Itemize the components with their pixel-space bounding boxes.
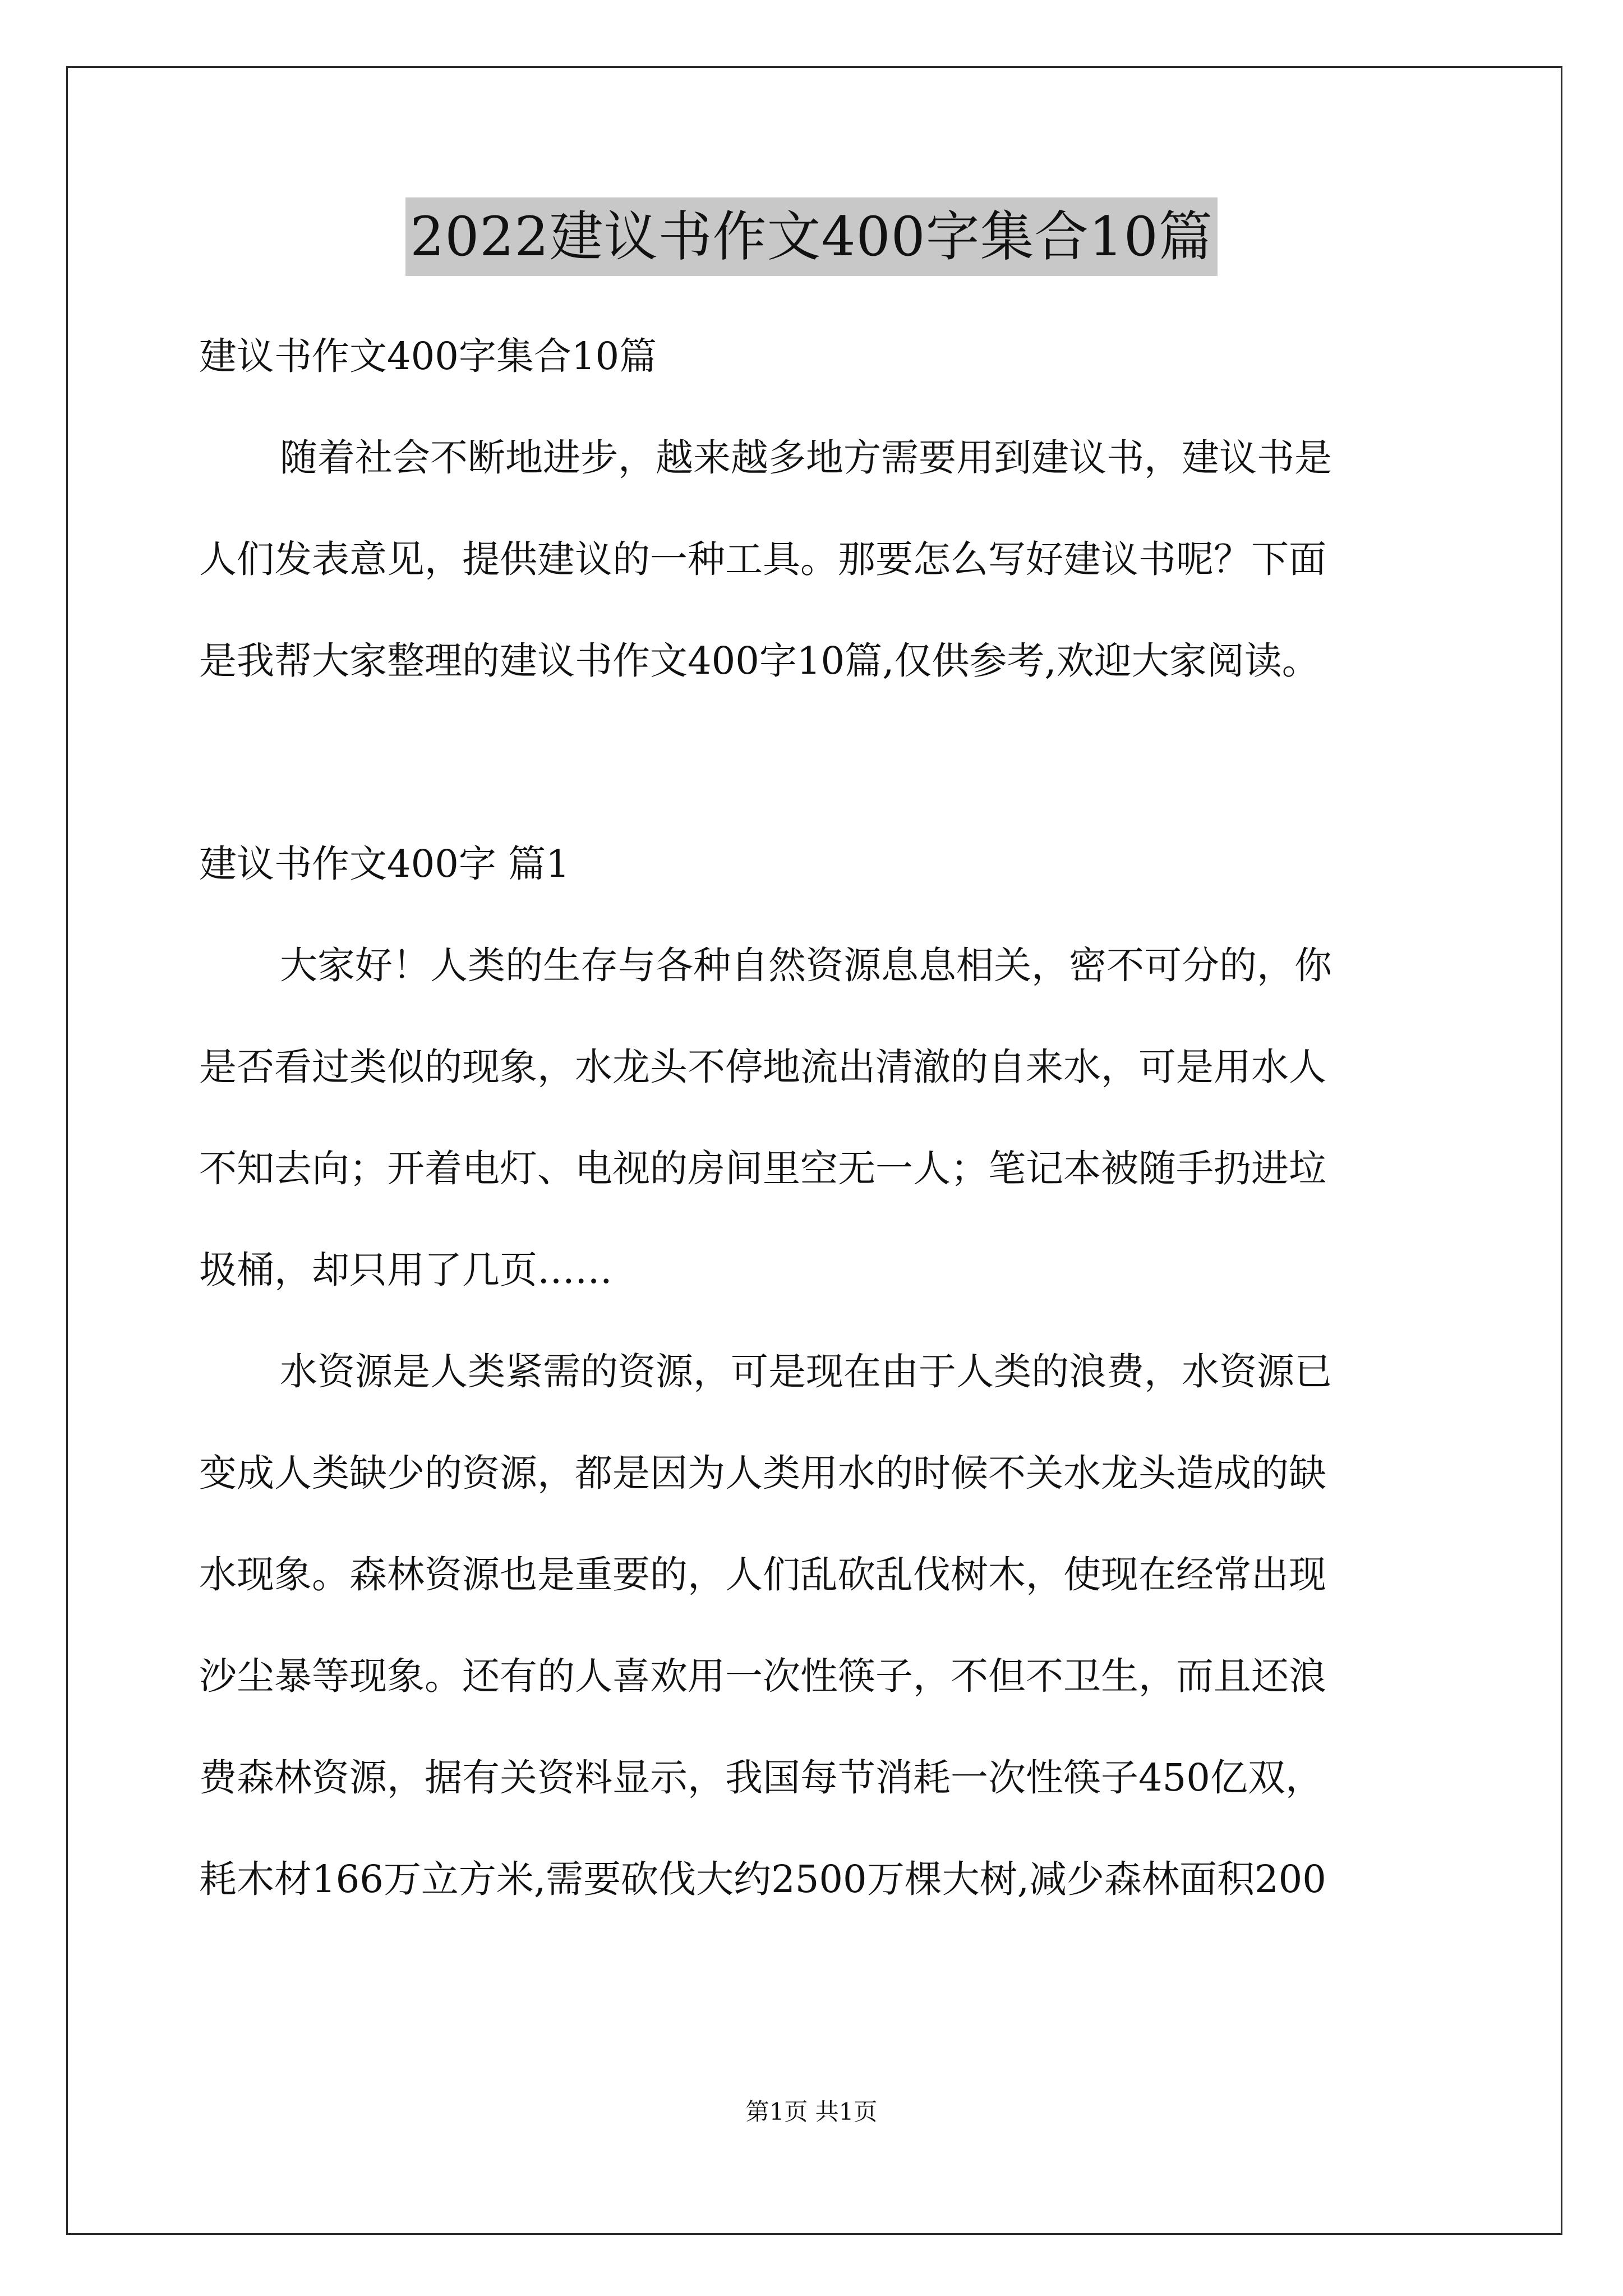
- paragraph1-line: 不知去向；开着电灯、电视的房间里空无一人；笔记本被随手扔进垃: [199, 1147, 1326, 1190]
- intro-line: 随着社会不断地进步，越来越多地方需要用到建议书，建议书是: [280, 436, 1332, 480]
- paragraph2-line: 水资源是人类紧需的资源，可是现在由于人类的浪费，水资源已: [280, 1350, 1332, 1393]
- paragraph1-line: 是否看过类似的现象，水龙头不停地流出清澈的自来水，可是用水人: [199, 1045, 1326, 1089]
- page-footer: 第1页 共1页: [745, 2098, 878, 2125]
- title-container: [0, 197, 1623, 276]
- paragraph1-line: 大家好！人类的生存与各种自然资源息息相关，密不可分的，你: [280, 944, 1332, 987]
- paragraph1-line: 圾桶，却只用了几页……: [199, 1248, 612, 1292]
- subtitle: 建议书作文400字集合10篇: [199, 334, 657, 378]
- document-body: [199, 306, 1433, 1930]
- paragraph2-line: 水现象。森林资源也是重要的，人们乱砍乱伐树木，使现在经常出现: [199, 1553, 1326, 1596]
- intro-line: 人们发表意见，提供建议的一种工具。那要怎么写好建议书呢？下面: [199, 537, 1326, 581]
- paragraph2-line: 沙尘暴等现象。还有的人喜欢用一次性筷子，不但不卫生，而且还浪: [199, 1654, 1326, 1698]
- intro-line: 是我帮大家整理的建议书作文400字10篇,仅供参考,欢迎大家阅读。: [199, 639, 1320, 683]
- paragraph2-line: 耗木材166万立方米,需要砍伐大约2500万棵大树,减少森林面积200: [199, 1857, 1326, 1901]
- paragraph2-line: 费森林资源，据有关资料显示，我国每节消耗一次性筷子450亿双，: [199, 1756, 1323, 1800]
- document-title: 2022建议书作文400字集合10篇: [405, 197, 1218, 276]
- spacer: [199, 712, 1433, 813]
- paragraph2-line: 变成人类缺少的资源，都是因为人类用水的时候不关水龙头造成的缺: [199, 1451, 1326, 1495]
- section-heading: 建议书作文400字 篇1: [199, 842, 570, 886]
